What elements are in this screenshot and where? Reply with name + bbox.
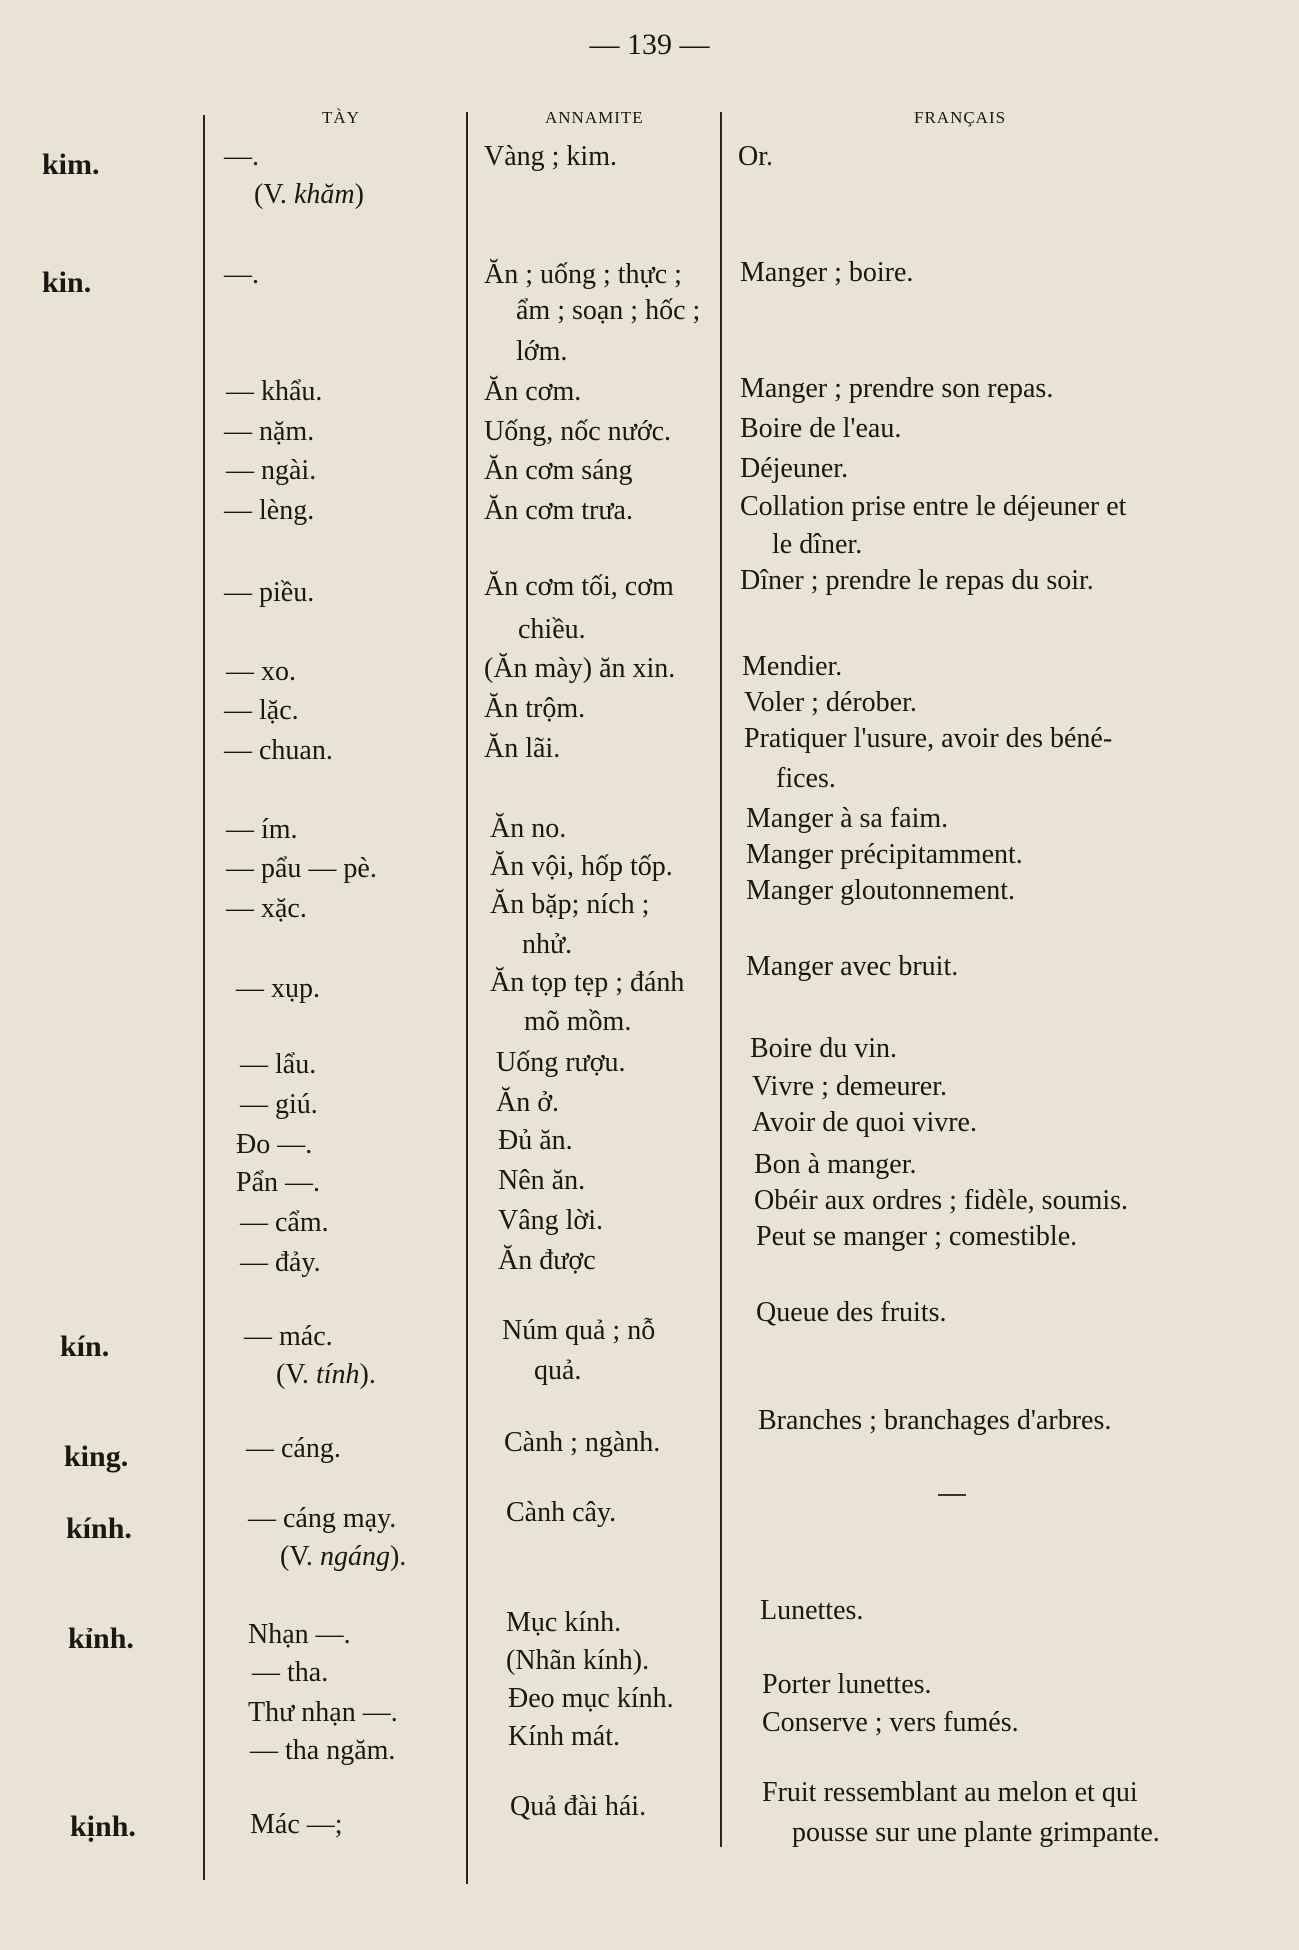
french-definition: Bon à manger. [754, 1149, 917, 1180]
tay-term: — xụp. [236, 973, 320, 1004]
tay-term: — piều. [224, 577, 315, 608]
tay-term: Pẩn —. [236, 1167, 320, 1198]
headword-kim: kim. [42, 148, 100, 181]
french-definition: Branches ; branchages d'arbres. [758, 1405, 1112, 1436]
headword-kinh-acute: kính. [66, 1512, 132, 1545]
french-definition: Manger ; boire. [740, 257, 914, 288]
tay-term: Thư nhạn —. [248, 1697, 398, 1728]
annamite-term-continued: mõ mồm. [524, 1006, 632, 1037]
french-definition: Or. [738, 141, 773, 172]
french-definition: Manger précipitamment. [746, 839, 1023, 870]
annamite-term: Đeo mục kính. [508, 1683, 674, 1714]
french-definition: Manger avec bruit. [746, 951, 959, 982]
tay-term: — lặc. [224, 695, 299, 726]
french-definition: Manger ; prendre son repas. [740, 373, 1054, 404]
french-definition: Manger à sa faim. [746, 803, 949, 834]
french-definition: Voler ; dérober. [744, 687, 917, 718]
annamite-term-continued: lớm. [516, 336, 568, 367]
headword-kinh-dot: kịnh. [70, 1810, 136, 1843]
annamite-term: Quả đài hái. [510, 1791, 647, 1822]
headword-kinh-hook: kỉnh. [68, 1622, 134, 1655]
tay-term: — mác. [244, 1321, 333, 1352]
annamite-term: Ăn cơm tối, cơm [484, 571, 674, 602]
french-definition-continued: fices. [776, 763, 836, 794]
tay-term: — cẩm. [240, 1207, 329, 1238]
column-header-francais: FRANÇAIS [914, 108, 1007, 127]
french-definition: Queue des fruits. [756, 1297, 947, 1328]
french-definition: Lunettes. [760, 1595, 864, 1626]
french-definition: Dîner ; prendre le repas du soir. [740, 565, 1094, 596]
headword-kin: kin. [42, 266, 92, 299]
french-definition: Boire de l'eau. [740, 413, 902, 444]
french-definition: Manger gloutonnement. [746, 875, 1016, 906]
tay-term: — khẩu. [226, 376, 323, 407]
french-definition: Porter lunettes. [762, 1669, 932, 1700]
annamite-term: Uống, nốc nước. [484, 416, 672, 447]
annamite-term: Vâng lời. [498, 1205, 604, 1236]
french-definition: Déjeuner. [740, 453, 849, 484]
annamite-term: Ăn được [498, 1245, 596, 1276]
french-definition: Avoir de quoi vivre. [752, 1107, 977, 1138]
annamite-term: Ăn trộm. [484, 693, 586, 724]
tay-term: — tha ngăm. [250, 1735, 396, 1766]
tay-term: —. [224, 141, 259, 172]
french-definition: Vivre ; demeurer. [752, 1071, 948, 1102]
annamite-term: Mục kính. [506, 1607, 622, 1638]
column-rule-right [720, 112, 722, 1847]
annamite-term: Vàng ; kim. [484, 141, 617, 172]
french-definition: Boire du vin. [750, 1033, 897, 1064]
french-definition: Obéir aux ordres ; fidèle, soumis. [754, 1185, 1129, 1216]
annamite-term: Đủ ăn. [498, 1125, 573, 1156]
annamite-term-continued: ẩm ; soạn ; hốc ; [516, 295, 701, 326]
annamite-term: (Nhãn kính). [506, 1645, 650, 1676]
french-definition: Mendier. [742, 651, 843, 682]
tay-term: Mác —; [250, 1809, 343, 1840]
tay-term: — xo. [226, 656, 296, 687]
annamite-term: Ăn bặp; ních ; [490, 889, 650, 920]
section-divider [938, 1494, 966, 1496]
tay-term: — ngài. [226, 455, 317, 486]
tay-term: — giú. [240, 1089, 318, 1120]
annamite-term: Cành cây. [506, 1497, 617, 1528]
tay-cross-reference: (V. khăm) [254, 179, 364, 210]
annamite-term: Nên ăn. [498, 1165, 586, 1196]
annamite-term: Núm quả ; nỗ [502, 1315, 656, 1346]
tay-term: — ím. [226, 814, 298, 845]
french-definition-continued: pousse sur une plante grimpante. [792, 1817, 1160, 1848]
tay-term: — xặc. [226, 893, 307, 924]
tay-term: — cáng mạy. [248, 1503, 397, 1534]
annamite-term: Kính mát. [508, 1721, 620, 1752]
french-definition-continued: le dîner. [772, 529, 863, 560]
french-definition: Pratiquer l'usure, avoir des béné- [744, 723, 1113, 754]
annamite-term: Ăn vội, hốp tốp. [490, 851, 673, 882]
tay-cross-reference: (V. ngáng). [280, 1541, 407, 1572]
annamite-term: Ăn cơm sáng [484, 455, 633, 486]
annamite-term: Ăn no. [490, 813, 567, 844]
french-definition: Collation prise entre le déjeuner et [740, 491, 1127, 522]
column-header-tay: TÀY [322, 108, 360, 127]
tay-term: — pẩu — pè. [226, 853, 377, 884]
annamite-term: Ăn tọp tẹp ; đánh [490, 967, 685, 998]
page-number: — 139 — [589, 28, 710, 61]
french-definition: Conserve ; vers fumés. [762, 1707, 1019, 1738]
tay-term: —. [224, 259, 259, 290]
column-rule-left [203, 115, 205, 1880]
annamite-term-continued: quả. [534, 1355, 582, 1386]
annamite-term: Ăn lãi. [484, 733, 561, 764]
headword-kin-acute: kín. [60, 1330, 110, 1363]
annamite-term-continued: nhử. [522, 929, 573, 960]
headword-king: king. [64, 1440, 129, 1473]
annamite-term: Cành ; ngành. [504, 1427, 661, 1458]
tay-term: — cáng. [246, 1433, 341, 1464]
french-definition: Fruit ressemblant au melon et qui [762, 1777, 1138, 1808]
column-header-annamite: ANNAMITE [545, 108, 644, 127]
tay-term: — lẩu. [240, 1049, 317, 1080]
column-rule-middle [466, 112, 468, 1884]
annamite-term: Ăn ; uống ; thực ; [484, 259, 682, 290]
annamite-term: Ăn cơm. [484, 376, 582, 407]
tay-cross-reference: (V. tính). [276, 1359, 376, 1390]
tay-term: — đảy. [240, 1247, 321, 1278]
annamite-term: Ăn ở. [496, 1087, 560, 1118]
annamite-term: (Ăn mày) ăn xin. [484, 653, 676, 684]
annamite-term: Uống rượu. [496, 1047, 626, 1078]
annamite-term: Ăn cơm trưa. [484, 495, 633, 526]
french-definition: Peut se manger ; comestible. [756, 1221, 1078, 1252]
annamite-term-continued: chiều. [518, 614, 586, 645]
tay-term: Đo —. [236, 1129, 313, 1160]
tay-term: — tha. [252, 1657, 329, 1688]
tay-term: Nhạn —. [248, 1619, 351, 1650]
tay-term: — lèng. [224, 495, 315, 526]
tay-term: — nặm. [224, 416, 315, 447]
tay-term: — chuan. [224, 735, 333, 766]
